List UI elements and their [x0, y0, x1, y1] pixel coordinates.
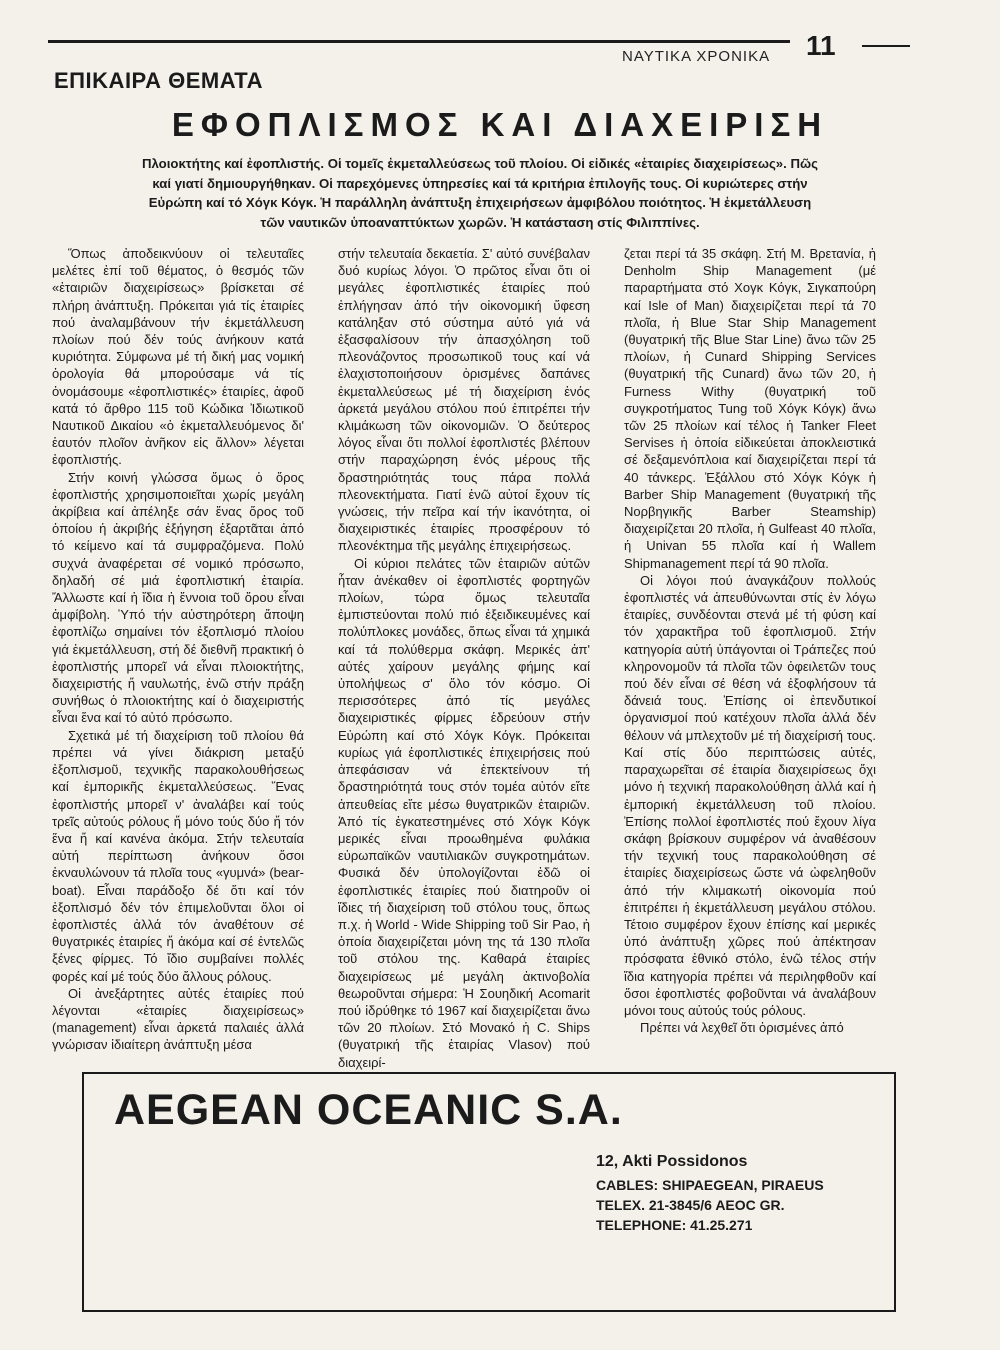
advertisement — [82, 1072, 896, 1312]
ad-address: 12, Akti Possidonos — [596, 1153, 748, 1170]
paragraph: Στήν κοινή γλώσσα ὅμως ὁ ὅρος ἐφοπλιστής χρησιμοποιεῖται χωρίς μεγάλη ἀκρίβεια καί ἀπέληξε σάν ἕνας ὅρος τοῦ ὁποίου ἡ ἀκριβής ἐξήγηση ἐξαρτᾶται ἀπό τό κείμενο καί τά συμφραζόμενα. Πολύ συχνά ἀναφέρεται σέ νομικό πρόσωπο, δηλαδή σέ μιά ἐφοπλιστική ἑταιρία. Ἄλλωστε καί ἡ ἴδια ἡ ἔννοια τοῦ ὅρου εἶναι ἀμφίβολη. Ὑπό τήν αὐστηρότερη ἄποψη ἐφοπλίζω σημαίνει τόν ἐξοπλισμό πλοίου γιά ἐκμετάλλευση, στή δέ διεθνῆ πρακτική ὁ ἐφοπλιστής μπορεῖ νά εἶναι πλοιοκτήτης, διαχειριστής ἤ ναυλωτής, ἐνῶ στήν πράξη συνήθως ὁ πλοιοκτήτης καί ὁ διαχειριστής εἶναι ἕνα καί τό αὐτό πρόσωπο. — [52, 469, 304, 726]
ad-cables: CABLES: SHIPAEGEAN, PIRAEUS — [596, 1177, 824, 1193]
paragraph: Ὅπως ἀποδεικνύουν οἱ τελευταῖες μελέτες ἐπί τοῦ θέματος, ὁ θεσμός τῶν «ἑταιριῶν διαχειρίσεως» βρίσκεται σέ πλήρη ἀνάπτυξη. Πρόκειται γιά τίς ἑταιρίες πού ἀναλαμβάνουν τήν ἐκμετάλλευση πλοίων πού δέν τούς ἀνήκουν κατά κυριότητα. Σύμφωνα μέ τή δική μας νομική ὁρολογία θά μπορούσαμε νά τίς ὀνομάσουμε «ἐφοπλιστικές» ἑταιρίες, ἀφοῦ κατά τό ἄρθρο 115 τοῦ Κώδικα Ἰδιωτικοῦ Ναυτικοῦ Δικαίου «ὁ ἐκμεταλλευόμενος δι' ἑαυτόν πλοῖον ἀνῆκον εἰς ἄλλον» λέγεται ἐφοπλιστής. — [52, 246, 304, 468]
article-lead: Πλοιοκτήτης καί ἐφοπλιστής. Οἱ τομεῖς ἐκμεταλλεύσεως τοῦ πλοίου. Οἱ εἰδικές «ἑταιρίες διαχειρίσεως». Πῶς καί γιατί δημιουργήθηκαν. Οἱ παρεχόμενες ὑπηρεσίες καί τά κριτήρια ἐπιλογῆς τους. Οἱ κυριώτερες στήν Εὐρώπη καί τό Χόγκ Κόγκ. Ἡ παράλληλη ἀνάπτυξη ἐπιχειρήσεων ἀμφιβόλου ποιότητος. Ἡ ἐκμετάλλευση τῶν ναυτικῶν ὑποαναπτύκτων χωρῶν. Ἡ κατάσταση στίς Φιλιππίνες. — [141, 156, 818, 230]
paragraph: Οἱ ἀνεξάρτητες αὐτές ἑταιρίες πού λέγονται «ἑταιρίες διαχειρίσεως» (management) εἶναι ἀρκετά παλαιές ἀλλά γνώρισαν ἰδιαίτερη ἀνάπτυξη μέσα — [52, 985, 304, 1053]
header-rule-right — [862, 45, 910, 47]
article-title: ΕΦΟΠΛΙΣΜΟΣ ΚΑΙ ΔΙΑΧΕΙΡΙΣΗ — [171, 106, 829, 143]
ad-telephone: TELEPHONE: 41.25.271 — [596, 1217, 753, 1233]
ad-telex: TELEX. 21-3845/6 AEOC GR. — [596, 1197, 785, 1213]
section-label: ΕΠΙΚΑΙΡΑ ΘΕΜΑΤΑ — [54, 68, 263, 93]
paragraph: Οἱ λόγοι πού ἀναγκάζουν πολλούς ἐφοπλιστές νά ἀπευθύνωνται στίς ἐν λόγω ἑταιρίες, συνδέονται στενά μέ τή φύση καί τόν χαρακτῆρα τοῦ ἐφοπλισμοῦ. Στήν κατηγορία αὐτή ὑπάγονται οἱ Τράπεζες πού κληρονομοῦν τά πλοῖα τῶν ὀφειλετῶν τους πού δέν εἶναι σέ θέση νά ἐξοφλήσουν τά δάνειά τους. Ἐπίσης οἱ ἐπενδυτικοί ὀργανισμοί πού κατέχουν πλοῖα ἀλλά δέν θέλουν νά μπλεχτοῦν μέ τή διαχείρισή τους. Καί στίς δύο περιπτώσεις αὐτές, παραχωρεῖται σέ ἑταιρία διαχειρίσεως ὄχι μόνο ἡ τεχνική παρακολούθηση ἀλλά καί ἡ ἐμπορική ἐκμετάλλευση τοῦ πλοίου. Ἐπίσης πολλοί ἐφοπλιστές πού ἔχουν λίγα σκάφη βρίσκουν συμφέρον νά ἀναθέσουν τήν τεχνική τους παρακολούθηση σέ ἑταιρίες διαχειρίσεως ὥστε νά ὠφεληθοῦν ἀπό τήν κλιμακωτή οἰκονομία πού ἐπιτρέπει ἡ ἐκμετάλλευση μεγάλου στόλου. Τέτοιο συμφέρον ἔχουν ἐπίσης καί μερικές ὑπό ἀνάπτυξη χῶρες πού ἀπέκτησαν πρόσφατα ἐθνικό στόλο, ἐνῶ τέλος στήν ἴδια κατηγορία πρέπει νά περιληφθοῦν καί ὅσοι ἐφοπλιστές φοβοῦνται νά ἀναλάβουν μόνοι τους αὐτούς τούς ρόλους. — [624, 572, 876, 1018]
paragraph: στήν τελευταία δεκαετία. Σ' αὐτό συνέβαλαν δυό κυρίως λόγοι. Ὁ πρῶτος εἶναι ὅτι οἱ μεγάλες ἐφοπλιστικές ἑταιρίες πού ἐπλήγησαν ἀπό τήν οἰκονομική ὕφεση κατάληξαν στό σύστημα αὐτό γιά νά ἐξασφαλίσουν τήν ἀπασχόληση τοῦ πλεονάζοντος προσωπικοῦ τους καί νά ἐλαχιστοποιήσουν ὁρισμένες δαπάνες ἐκμεταλλεύσεως μέ τή διαχείριση ἑνός ἀρκετά μεγάλου στόλου πού ἐπιτρέπει τήν κλιμάκωση τῶν οἰκονομιῶν. Ὁ δεύτερος λόγος εἶναι ὅτι πολλοί ἐφοπλιστές βλέπουν στήν παραχώρηση ἑνός μέρους τῆς δραστηριότητάς τους πάρα πολλά πλεονεκτήματα. Γιατί ἐνῶ αὐτοί ἔχουν τίς γνώσεις, τήν πεῖρα καί τήν ἱκανότητα, οἱ διαχειριστικές ἑταιρίες προσφέρουν τό πλεονέκτημα τῆς μεγάλης ἐπιχειρήσεως. — [338, 246, 590, 554]
paragraph: Οἱ κύριοι πελάτες τῶν ἑταιριῶν αὐτῶν ἦταν ἀνέκαθεν οἱ ἐφοπλιστές φορτηγῶν πλοίων, τώρα ὅμως τελευταῖα ἐμπιστεύονται πολύ πιό ἐξειδικευμένες καί πολύπλοκες μονάδες, ὅπως εἶναι τά χημικά καί τά πολύθερμα σκάφη. Μερικές ἀπ' αὐτές χαίρουν μεγάλης φήμης καί ὑπολήψεως σ' ὅλο τόν κόσμο. Οἱ περισσότερες ἀπό τίς μεγάλες διαχειριστικές φίρμες ἑδρεύουν στήν Εὐρώπη καί στό Χόγκ Κόγκ. Πρόκειται κυρίως γιά ἐφοπλιστικές ἐπιχειρήσεις πού ἀπεφάσισαν νά ἐπεκτείνουν τή δραστηριότητά τους στόν τομέα αὐτόν εἴτε ἀπευθείας εἴτε μέσω θυγατρικῶν ἑταιριῶν. Ἀπό τίς ἐγκατεστημένες στό Χόγκ Κόγκ μερικές εἶναι προωθημένα φυλάκια εὐρωπαϊκῶν ναυτιλιακῶν συγκροτημάτων. Φυσικά δέν ὑπολογίζονται ἐδῶ οἱ ἐφοπλιστικές ἑταιρίες πού διατηροῦν οἱ ἴδιες τή διαχείριση τοῦ στόλου τους, ὅπως π.χ. ἡ World - Wide Shipping τοῦ Sir Pao, ἡ ὁποία διαχειρίζεται μόνη της τά 130 πλοῖα τοῦ στόλου της. Καθαρά ἑταιρίες διαχειρίσεως μέ μεγάλη ἀκτινοβολία θεωροῦνται σήμερα: Ἡ Σουηδική Acomarit πού ἱδρύθηκε τό 1967 καί διαχειρίζεται ἄνω τῶν 20 πλοίων. Στό Μονακό ἡ C. Ships (θυγατρική τῆς ἑταιρίας Vlasov) πού διαχειρί- — [338, 555, 590, 1070]
page-number: 11 — [806, 30, 836, 61]
ad-company-name: AEGEAN OCEANIC S.A. — [114, 1086, 623, 1134]
header-rule-left — [48, 40, 790, 43]
paragraph: Πρέπει νά λεχθεῖ ὅτι ὁρισμένες ἀπό — [640, 1020, 844, 1036]
article-column-3 — [624, 245, 876, 1036]
paragraph: ζεται περί τά 35 σκάφη. Στή Μ. Βρετανία, ἡ Denholm Ship Management (μέ παραρτήματα στό Χογκ Κόγκ, Σιγκαπούρη καί Isle of Man) διαχειρίζεται περί τά 70 πλοῖα, ἡ Blue Star Ship Management (θυγατρική τῆς Blue Star Line) ἄνω τῶν 25 πλοίων, ἡ Cunard Shipping Services (θυγατρική τῆς Cunard) ἄνω τῶν 20, ἡ Furness Withy (θυγατρική τοῦ συγκροτήματος Tung τοῦ Χόγκ Κόγκ) ἄνω τῶν 25 πλοίων καί τέλος ἡ Tanker Fleet Servises ἡ ὁποία εἰδικεύεται ἀποκλειστικά σέ δεξαμενόπλοια καί διαχειρίζεται περί τά 40 τάνκερς. Ἐξάλλου στό Χόγκ Κόγκ ἡ Barber Ship Management (θυγατρική τῆς Νορβηγικῆς Barber Steamship) διαχειρίζεται 20 πλοῖα, ἡ Gulfeast 40 πλοῖα, ἡ Univan 55 πλοῖα καί ἡ Wallem Shipmanagement περί τά 90 πλοῖα. — [624, 246, 876, 571]
publication-name: ΝΑΥΤΙΚΑ ΧΡΟΝΙΚΑ — [622, 48, 771, 65]
ad-contact-block — [596, 1152, 824, 1235]
paragraph: Σχετικά μέ τή διαχείριση τοῦ πλοίου θά πρέπει νά γίνει διάκριση μεταξύ ἐξοπλισμοῦ, τεχνικῆς παρακολουθήσεως καί ἐμπορικῆς ἐκμεταλλεύσεως. Ἕνας ἐφοπλιστής μπορεῖ ν' ἀναλάβει καί τούς τρεῖς αὐτούς ρόλους ἤ μόνο τούς δύο ἤ τόν ἕνα ἤ καί κανένα ἀκόμα. Στήν τελευταία αὐτή περίπτωση ἀνήκουν ὅσοι ἐκναυλώνουν τά πλοῖα τους «γυμνά» (bear-boat). Εἶναι παράδοξο δέ ὅτι καί τόν ἐξοπλισμό δέν τόν ἐπιμελοῦνται ὅλοι οἱ ἐφοπλιστές ἀλλά τόν ἀναθέτουν σέ θυγατρικές ἑταιρίες ἤ ἀκόμα καί σέ ἐντελῶς ξένες φίρμες. Τό ἴδιο συμβαίνει πολλές φορές καί μέ τούς δύο ἄλλους ρόλους. — [52, 727, 304, 984]
article-column-1 — [52, 245, 304, 1054]
article-column-2 — [338, 245, 590, 1071]
